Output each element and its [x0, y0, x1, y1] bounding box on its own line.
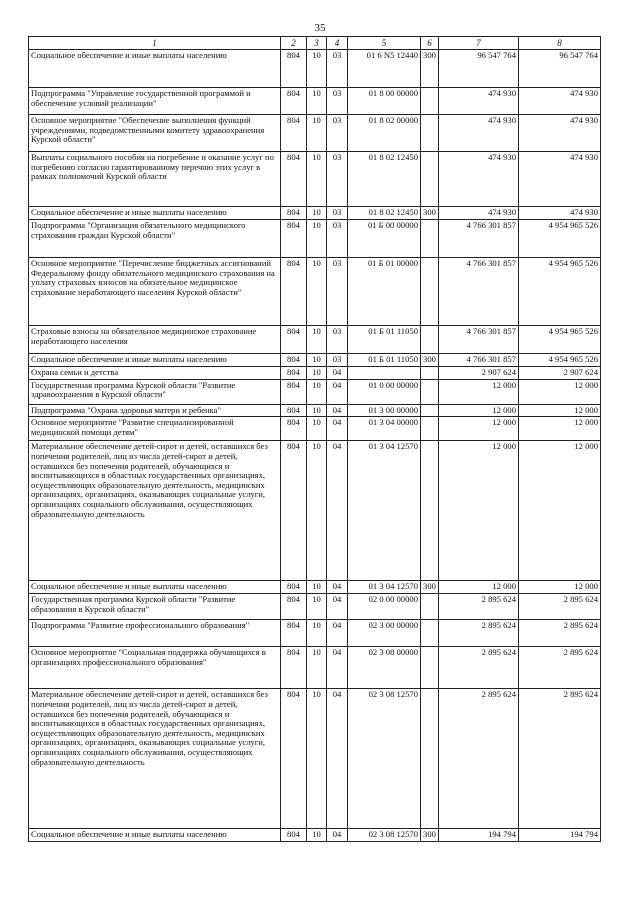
amount-year-1: 2 895 624 [439, 620, 519, 647]
subsection-code: 04 [327, 620, 348, 647]
amount-year-2: 194 794 [519, 829, 601, 842]
amount-year-2: 2 895 624 [519, 594, 601, 620]
table-row [29, 620, 601, 647]
amount-year-2: 96 547 764 [519, 50, 601, 88]
amount-year-1: 12 000 [439, 417, 519, 441]
ministry-code: 804 [281, 689, 307, 829]
expense-type-code: 300 [421, 581, 439, 594]
target-article-code: 01 Б 01 11050 [348, 326, 421, 354]
target-article-code: 01 Б 01 00000 [348, 258, 421, 326]
target-article-code: 01 8 02 12450 [348, 207, 421, 220]
section-code: 10 [307, 220, 327, 258]
expense-type-code [421, 594, 439, 620]
item-name: Выплаты социального пособия на погребение и оказание услуг по погребению согласно гарантированному перечню этих услуг в рамках полномочий Курской области [29, 152, 281, 207]
table-row [29, 367, 601, 380]
column-number: 7 [439, 37, 519, 50]
expense-type-code [421, 367, 439, 380]
table-row [29, 647, 601, 689]
section-code: 10 [307, 829, 327, 842]
table-row [29, 88, 601, 115]
column-number: 4 [327, 37, 348, 50]
column-number: 1 [29, 37, 281, 50]
subsection-code: 04 [327, 441, 348, 581]
amount-year-2: 12 000 [519, 379, 601, 404]
table-row [29, 417, 601, 441]
expense-type-code: 300 [421, 829, 439, 842]
table-row [29, 404, 601, 417]
column-number-row [29, 37, 601, 50]
ministry-code: 804 [281, 404, 307, 417]
column-number: 6 [421, 37, 439, 50]
expense-type-code [421, 152, 439, 207]
section-code: 10 [307, 441, 327, 581]
amount-year-2: 4 954 965 526 [519, 326, 601, 354]
subsection-code: 04 [327, 404, 348, 417]
subsection-code: 03 [327, 115, 348, 152]
ministry-code: 804 [281, 152, 307, 207]
subsection-code: 04 [327, 367, 348, 380]
table-row [29, 441, 601, 581]
section-code: 10 [307, 326, 327, 354]
item-name: Социальное обеспечение и иные выплаты населению [29, 581, 281, 594]
item-name: Социальное обеспечение и иные выплаты населению [29, 354, 281, 367]
table-row [29, 50, 601, 88]
amount-year-1: 2 895 624 [439, 689, 519, 829]
page-number: 35 [314, 22, 326, 34]
table-row [29, 594, 601, 620]
table-body [29, 50, 601, 842]
amount-year-1: 12 000 [439, 581, 519, 594]
section-code: 10 [307, 417, 327, 441]
target-article-code: 01 3 04 12570 [348, 441, 421, 581]
target-article-code: 01 8 00 00000 [348, 88, 421, 115]
section-code: 10 [307, 354, 327, 367]
subsection-code: 03 [327, 258, 348, 326]
amount-year-2: 4 954 965 526 [519, 354, 601, 367]
section-code: 10 [307, 620, 327, 647]
amount-year-1: 12 000 [439, 404, 519, 417]
ministry-code: 804 [281, 326, 307, 354]
section-code: 10 [307, 379, 327, 404]
expense-type-code [421, 404, 439, 417]
ministry-code: 804 [281, 220, 307, 258]
section-code: 10 [307, 404, 327, 417]
expense-type-code: 300 [421, 207, 439, 220]
item-name: Страховые взносы на обязательное медицинское страхование неработающего населения [29, 326, 281, 354]
section-code: 10 [307, 207, 327, 220]
target-article-code: 01 6 N5 12440 [348, 50, 421, 88]
amount-year-2: 2 907 624 [519, 367, 601, 380]
amount-year-2: 4 954 965 526 [519, 258, 601, 326]
target-article-code: 02 3 08 00000 [348, 647, 421, 689]
subsection-code: 04 [327, 689, 348, 829]
section-code: 10 [307, 367, 327, 380]
item-name: Материальное обеспечение детей-сирот и детей, оставшихся без попечения родителей, лиц из числа детей-сирот и детей, оставшихся без попечения родителей, обучающихся и воспитывающихся в областных государственных организациях, осуществляющих образовательную деятельность, медицинских организациях, организациях, оказывающих социальные услуги, организациях социального обслуживания, осуществляющих образовательную деятельность [29, 441, 281, 581]
item-name: Охрана семьи и детства [29, 367, 281, 380]
section-code: 10 [307, 258, 327, 326]
item-name: Основное мероприятие "Развитие специализированной медицинской помощи детям" [29, 417, 281, 441]
item-name: Подпрограмма "Организация обязательного медицинского страхования граждан Курской области" [29, 220, 281, 258]
section-code: 10 [307, 581, 327, 594]
item-name: Основное мероприятие "Обеспечение выполнения функций учреждениями, подведомственными комитету здравоохранения Курской области" [29, 115, 281, 152]
amount-year-1: 2 907 624 [439, 367, 519, 380]
target-article-code: 01 3 04 00000 [348, 417, 421, 441]
item-name: Подпрограмма "Управление государственной программой и обеспечение условий реализации" [29, 88, 281, 115]
subsection-code: 04 [327, 581, 348, 594]
target-article-code: 02 3 08 12570 [348, 829, 421, 842]
expense-type-code: 300 [421, 354, 439, 367]
expense-type-code [421, 326, 439, 354]
ministry-code: 804 [281, 115, 307, 152]
expense-type-code [421, 689, 439, 829]
ministry-code: 804 [281, 647, 307, 689]
amount-year-2: 12 000 [519, 581, 601, 594]
ministry-code: 804 [281, 354, 307, 367]
subsection-code: 04 [327, 379, 348, 404]
item-name: Основное мероприятие "Перечисление бюджетных ассигнований Федеральному фонду обязательного медицинского страхования на уплату страховых взносов на обязательное медицинское страхование неработающего населения Курской области" [29, 258, 281, 326]
target-article-code: 01 8 02 00000 [348, 115, 421, 152]
section-code: 10 [307, 647, 327, 689]
amount-year-2: 2 895 624 [519, 689, 601, 829]
table-row [29, 354, 601, 367]
expense-type-code [421, 88, 439, 115]
amount-year-1: 4 766 301 857 [439, 220, 519, 258]
item-name: Государственная программа Курской области "Развитие образования в Курской области" [29, 594, 281, 620]
amount-year-1: 474 930 [439, 88, 519, 115]
expense-type-code [421, 379, 439, 404]
target-article-code: 01 Б 00 00000 [348, 220, 421, 258]
ministry-code: 804 [281, 258, 307, 326]
subsection-code: 03 [327, 326, 348, 354]
amount-year-2: 474 930 [519, 152, 601, 207]
subsection-code: 03 [327, 207, 348, 220]
expense-type-code [421, 258, 439, 326]
ministry-code: 804 [281, 88, 307, 115]
amount-year-1: 474 930 [439, 115, 519, 152]
target-article-code: 01 8 02 12450 [348, 152, 421, 207]
table-row [29, 115, 601, 152]
item-name: Подпрограмма "Охрана здоровья матери и ребенка" [29, 404, 281, 417]
amount-year-1: 2 895 624 [439, 647, 519, 689]
expense-type-code [421, 620, 439, 647]
section-code: 10 [307, 88, 327, 115]
table-row [29, 689, 601, 829]
target-article-code: 02 3 08 12570 [348, 689, 421, 829]
budget-table [28, 36, 601, 842]
subsection-code: 04 [327, 647, 348, 689]
column-number: 8 [519, 37, 601, 50]
table-row [29, 581, 601, 594]
ministry-code: 804 [281, 441, 307, 581]
ministry-code: 804 [281, 379, 307, 404]
column-number: 3 [307, 37, 327, 50]
ministry-code: 804 [281, 207, 307, 220]
section-code: 10 [307, 689, 327, 829]
table-row [29, 379, 601, 404]
subsection-code: 03 [327, 152, 348, 207]
amount-year-1: 96 547 764 [439, 50, 519, 88]
subsection-code: 03 [327, 220, 348, 258]
table-row [29, 220, 601, 258]
amount-year-2: 12 000 [519, 441, 601, 581]
amount-year-2: 2 895 624 [519, 647, 601, 689]
target-article-code: 01 3 04 12570 [348, 581, 421, 594]
column-number: 5 [348, 37, 421, 50]
target-article-code: 01 Б 01 11050 [348, 354, 421, 367]
amount-year-1: 194 794 [439, 829, 519, 842]
item-name: Социальное обеспечение и иные выплаты населению [29, 50, 281, 88]
amount-year-1: 4 766 301 857 [439, 354, 519, 367]
item-name: Подпрограмма "Развитие профессионального образования" [29, 620, 281, 647]
amount-year-1: 474 930 [439, 207, 519, 220]
table-row [29, 152, 601, 207]
target-article-code: 02 0 00 00000 [348, 594, 421, 620]
ministry-code: 804 [281, 50, 307, 88]
amount-year-1: 12 000 [439, 441, 519, 581]
item-name: Основное мероприятие "Социальная поддержка обучающихся в организациях профессионального образования" [29, 647, 281, 689]
ministry-code: 804 [281, 594, 307, 620]
target-article-code: 01 3 00 00000 [348, 404, 421, 417]
expense-type-code [421, 441, 439, 581]
section-code: 10 [307, 594, 327, 620]
column-number: 2 [281, 37, 307, 50]
expense-type-code: 300 [421, 50, 439, 88]
subsection-code: 03 [327, 354, 348, 367]
ministry-code: 804 [281, 581, 307, 594]
amount-year-2: 4 954 965 526 [519, 220, 601, 258]
item-name: Государственная программа Курской области "Развитие здравоохранения в Курской области" [29, 379, 281, 404]
table-row [29, 326, 601, 354]
amount-year-2: 2 895 624 [519, 620, 601, 647]
item-name: Материальное обеспечение детей-сирот и детей, оставшихся без попечения родителей, лиц из числа детей-сирот и детей, оставшихся без попечения родителей, обучающихся и воспитывающихся в областных государственных организациях, осуществляющих образовательную деятельность, медицинских организациях, организациях, оказывающих социальные услуги, организациях социального обслуживания, осуществляющих образовательную деятельность [29, 689, 281, 829]
section-code: 10 [307, 50, 327, 88]
expense-type-code [421, 115, 439, 152]
table-row [29, 207, 601, 220]
section-code: 10 [307, 152, 327, 207]
amount-year-2: 474 930 [519, 115, 601, 152]
item-name: Социальное обеспечение и иные выплаты населению [29, 829, 281, 842]
target-article-code [348, 367, 421, 380]
amount-year-1: 12 000 [439, 379, 519, 404]
item-name: Социальное обеспечение и иные выплаты населению [29, 207, 281, 220]
amount-year-1: 2 895 624 [439, 594, 519, 620]
target-article-code: 01 0 00 00000 [348, 379, 421, 404]
amount-year-2: 474 930 [519, 207, 601, 220]
ministry-code: 804 [281, 829, 307, 842]
amount-year-1: 4 766 301 857 [439, 326, 519, 354]
section-code: 10 [307, 115, 327, 152]
target-article-code: 02 3 00 00000 [348, 620, 421, 647]
table-row [29, 258, 601, 326]
amount-year-2: 12 000 [519, 417, 601, 441]
subsection-code: 04 [327, 829, 348, 842]
amount-year-2: 474 930 [519, 88, 601, 115]
ministry-code: 804 [281, 620, 307, 647]
table-row [29, 829, 601, 842]
amount-year-2: 12 000 [519, 404, 601, 417]
expense-type-code [421, 417, 439, 441]
expense-type-code [421, 220, 439, 258]
ministry-code: 804 [281, 417, 307, 441]
subsection-code: 04 [327, 417, 348, 441]
expense-type-code [421, 647, 439, 689]
subsection-code: 04 [327, 594, 348, 620]
ministry-code: 804 [281, 367, 307, 380]
subsection-code: 03 [327, 50, 348, 88]
amount-year-1: 4 766 301 857 [439, 258, 519, 326]
subsection-code: 03 [327, 88, 348, 115]
amount-year-1: 474 930 [439, 152, 519, 207]
